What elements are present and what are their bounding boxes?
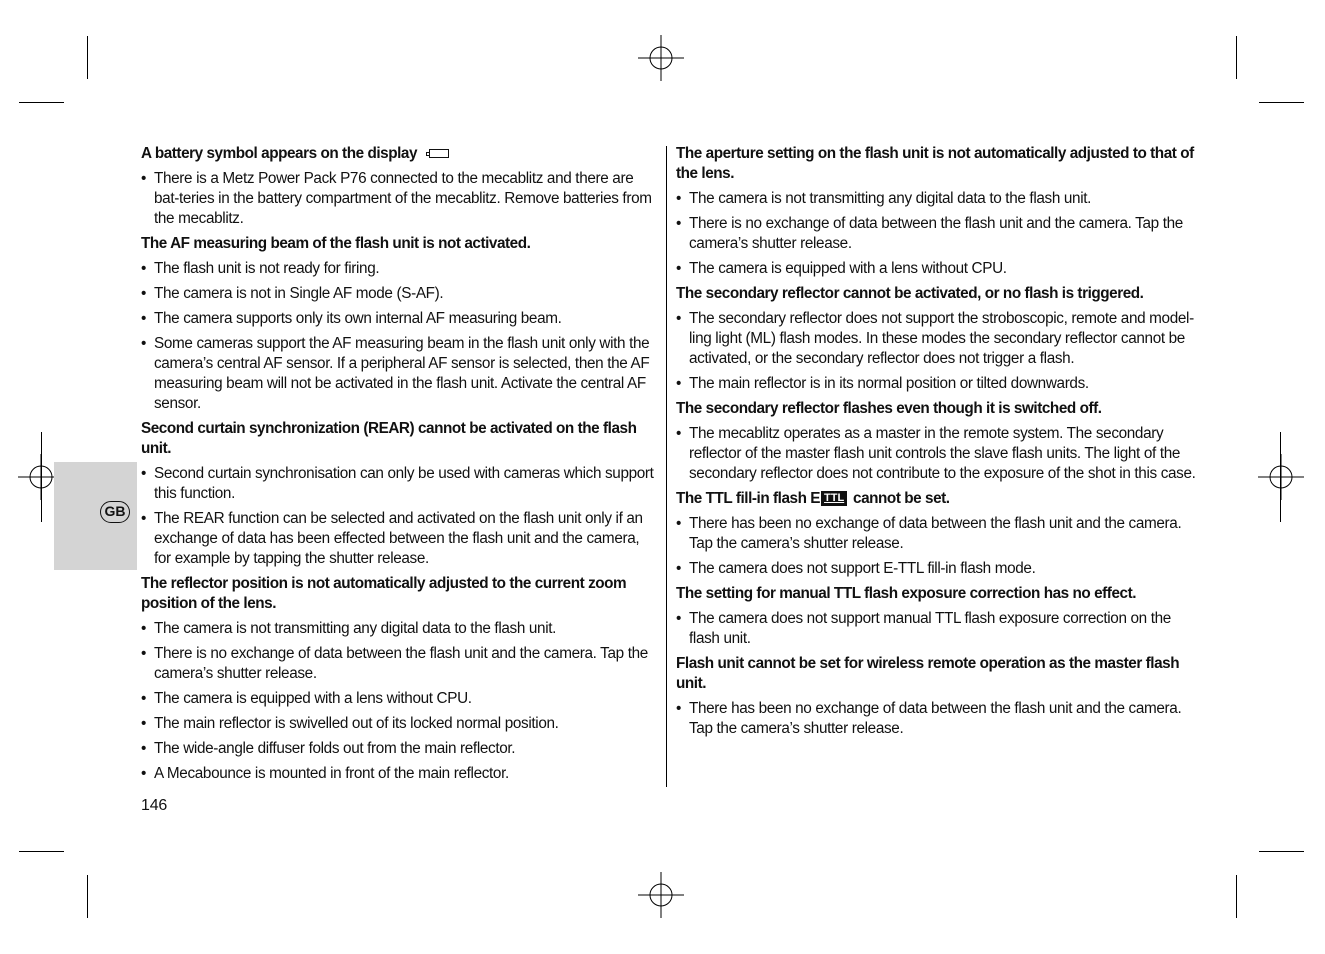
bullet-list <box>676 699 1196 739</box>
section-heading: The reflector position is not automatically adjusted to the current zoom position of the lens. <box>141 575 627 612</box>
list-item: • The camera is equipped with a lens without CPU. <box>141 689 659 709</box>
list-item: • Some cameras support the AF measuring beam in the flash unit only with the camera’s central AF sensor. If a peripheral AF sensor is selected, then the AF measuring beam will not be activated in the flash unit. Activate the central AF sensor. <box>141 334 659 414</box>
list-item: • There has been no exchange of data between the flash unit and the camera. Tap the camera’s shutter release. <box>676 514 1196 554</box>
ttl-mode-icon: TTL <box>821 491 847 506</box>
list-item: • The secondary reflector does not support the stroboscopic, remote and model-ling light (ML) flash modes. In these modes the secondary reflector cannot be activated, or the secondary reflector does not trigger a flash. <box>676 309 1196 369</box>
section-heading: The AF measuring beam of the flash unit is not activated. <box>141 235 531 252</box>
language-badge: GB <box>100 501 130 523</box>
page-number: 146 <box>141 797 168 814</box>
battery-icon <box>429 149 449 158</box>
bullet-list <box>141 259 659 414</box>
bullet-list <box>676 514 1196 579</box>
left-column <box>141 144 659 789</box>
list-item: • A Mecabounce is mounted in front of the main reflector. <box>141 764 659 784</box>
crop-mark <box>1236 875 1237 918</box>
section-heading: Flash unit cannot be set for wireless remote operation as the master flash unit. <box>676 655 1180 692</box>
registration-mark-icon <box>638 872 684 918</box>
section-heading: The setting for manual TTL flash exposure correction has no effect. <box>676 585 1137 602</box>
list-item: • The flash unit is not ready for firing. <box>141 259 659 279</box>
bullet-list <box>676 189 1196 279</box>
list-item: • The camera does not support manual TTL flash exposure correction on the flash unit. <box>676 609 1196 649</box>
bullet-list <box>676 609 1196 649</box>
section-heading: The secondary reflector flashes even though it is switched off. <box>676 400 1102 417</box>
registration-mark-icon <box>1258 454 1304 500</box>
section-heading: The secondary reflector cannot be activated, or no flash is triggered. <box>676 285 1144 302</box>
list-item: • The wide-angle diffuser folds out from the main reflector. <box>141 739 659 759</box>
list-item: • The camera is equipped with a lens without CPU. <box>676 259 1196 279</box>
list-item: • There is no exchange of data between the flash unit and the camera. Tap the camera’s shutter release. <box>141 644 659 684</box>
crop-mark <box>87 36 88 79</box>
crop-mark <box>19 102 64 103</box>
list-item: • The camera does not support E-TTL fill-in flash mode. <box>676 559 1196 579</box>
section-heading: The aperture setting on the flash unit is not automatically adjusted to that of the lens. <box>676 145 1194 182</box>
crop-mark <box>1259 102 1304 103</box>
list-item: • The mecablitz operates as a master in the remote system. The secondary reflector of the master flash unit controls the slave flash units. The light of the secondary reflector does not contribute to the exposure of the shot in this case. <box>676 424 1196 484</box>
list-item: • The camera supports only its own internal AF measuring beam. <box>141 309 659 329</box>
right-column <box>676 144 1196 744</box>
section-heading: The TTL fill-in flash E TTL cannot be set. <box>676 490 950 507</box>
list-item: • The camera is not transmitting any digital data to the flash unit. <box>141 619 659 639</box>
bullet-list <box>141 169 659 229</box>
section-heading: Second curtain synchronization (REAR) cannot be activated on the flash unit. <box>141 420 637 457</box>
column-divider <box>666 146 667 787</box>
list-item: • There is a Metz Power Pack P76 connected to the mecablitz and there are bat-teries in the battery compartment of the mecablitz. Remove batteries from the mecablitz. <box>141 169 659 229</box>
bullet-list <box>141 464 659 569</box>
list-item: • The camera is not in Single AF mode (S-AF). <box>141 284 659 304</box>
list-item: • There is no exchange of data between the flash unit and the camera. Tap the camera’s shutter release. <box>676 214 1196 254</box>
crop-mark <box>87 875 88 918</box>
bullet-list <box>676 424 1196 484</box>
crop-mark <box>19 851 64 852</box>
list-item: • The REAR function can be selected and activated on the flash unit only if an exchange of data has been effected between the flash unit and the camera, for example by tapping the shutter release. <box>141 509 659 569</box>
bullet-list <box>676 309 1196 394</box>
list-item: • Second curtain synchronisation can only be used with cameras which support this function. <box>141 464 659 504</box>
registration-mark-icon <box>638 35 684 81</box>
list-item: • There has been no exchange of data between the flash unit and the camera. Tap the camera’s shutter release. <box>676 699 1196 739</box>
bullet-list <box>141 619 659 784</box>
list-item: • The main reflector is swivelled out of its locked normal position. <box>141 714 659 734</box>
section-heading: A battery symbol appears on the display <box>141 144 659 164</box>
list-item: • The main reflector is in its normal position or tilted downwards. <box>676 374 1196 394</box>
crop-mark <box>1259 851 1304 852</box>
crop-mark <box>1236 36 1237 79</box>
list-item: • The camera is not transmitting any digital data to the flash unit. <box>676 189 1196 209</box>
